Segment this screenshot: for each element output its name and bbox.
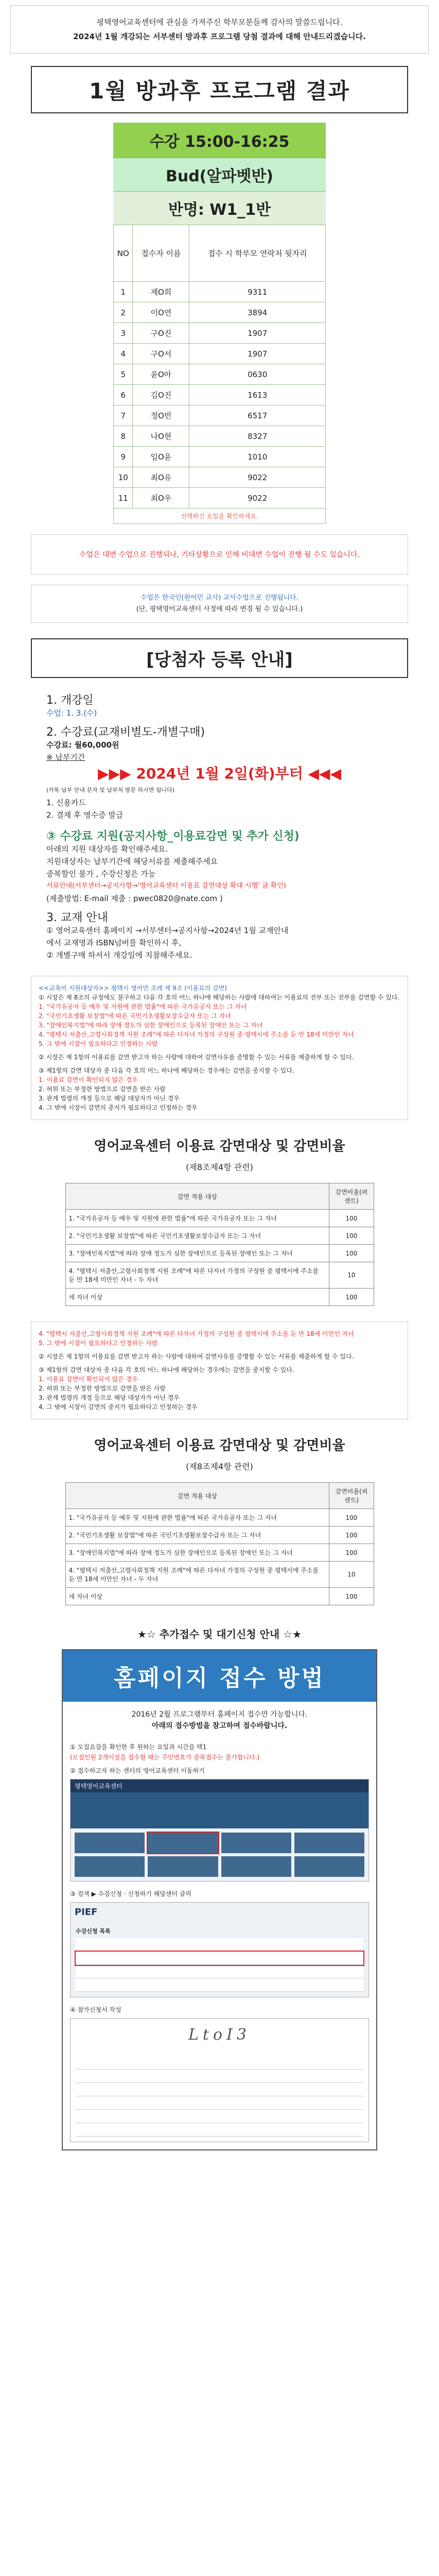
support-note-r6: 4. "평택시 저출산,고령사회정책 지원 조례"에 따른 다자녀 가정의 구성원 중 평택시에 주소를 둔 만 18세 미만인 자녀 xyxy=(39,1330,354,1337)
support-note-r11: 2. 허위 또는 부정한 방법으로 감면을 받은 사람 xyxy=(39,1385,166,1392)
roster-cell-name: 제O희 xyxy=(133,282,189,302)
roster-cell-no: 5 xyxy=(114,364,133,385)
discount-subtitle: (제8조제4항 관련) xyxy=(186,1162,253,1172)
roster-row xyxy=(114,426,326,447)
step-1-text: ① 모집요강을 확인한 후 원하는 요일과 시간을 택1 xyxy=(70,1743,207,1751)
support-note xyxy=(31,976,408,1120)
support-note-l4: 2. "국민기초생활 보장법"에 따른 국민기초생활보장수급자 또는 그 자녀 xyxy=(39,1012,231,1020)
fee-support-heading: ③ 수강료 지원(공지사항_이용료감면 및 추가 신청) xyxy=(46,830,300,843)
shot-topbar: 평택영어교육센터 xyxy=(71,1780,368,1792)
support-note-r13: 4. 그 밖에 시장이 감면의 중지가 필요하다고 인정하는 경우 xyxy=(39,1403,198,1411)
class-time: 수강 15:00-16:25 xyxy=(113,123,326,158)
fee-support-line4: 서류안내(서부센터→공지사항→'영어교육센터 이용료 감면대상 확대 시행' 글 확인) xyxy=(46,882,286,890)
discount-rate: 100 xyxy=(329,1245,374,1262)
shot-form-row xyxy=(76,2096,363,2110)
support-note-l7: 5. 그 밖에 시장이 필요하다고 인정하는 사람 xyxy=(39,1040,158,1047)
online-guide xyxy=(62,1649,377,2150)
discount2-row xyxy=(65,1544,374,1562)
support-note-r12: 3. 관계 법령의 개정 등으로 해당 대상자가 아닌 경우 xyxy=(39,1394,180,1401)
discount-row xyxy=(65,1262,374,1289)
payment-method-2: 2. 결제 후 영수증 발급 xyxy=(46,810,124,820)
roster-row xyxy=(114,447,326,467)
start-date-heading: 1. 개강일 xyxy=(46,694,94,707)
discount2-rate: 100 xyxy=(329,1527,374,1544)
support-note-l5: 3. "장애인복지법"에 따라 장애 정도가 심한 장애인으로 등록된 장애인 또는 그 자녀 xyxy=(39,1022,263,1029)
discount-rate: 10 xyxy=(329,1262,374,1289)
roster-cell-no: 9 xyxy=(114,447,133,467)
discount-table-2 xyxy=(65,1482,374,1605)
step-4: ④ 참가신청서 작성 xyxy=(70,2006,121,2013)
roster-cell-name: 이O연 xyxy=(133,302,189,323)
shot-row xyxy=(76,1965,363,1978)
support-note-r9: ③ 제1항의 감면 대상자 중 다음 각 호의 어느 하나에 해당하는 경우에는 감면을 중지할 수 있다. xyxy=(39,1366,294,1374)
textbook-line1: ① 영어교육센터 홈페이지 →서부센터→공지사항→2024년 1월 교재안내 xyxy=(46,926,289,935)
notice-line1: 평택영어교육센터에 관심을 가져주신 학부모분들께 감사의 말씀드립니다. xyxy=(96,18,343,27)
shot-tile xyxy=(75,1856,145,1877)
roster-cell-name: 윤O아 xyxy=(133,364,189,385)
discount2-rate: 100 xyxy=(329,1509,374,1527)
shot-banner xyxy=(71,1792,368,1828)
roster-cell-no: 2 xyxy=(114,302,133,323)
support-note-l9: ③ 제1항의 감면 대상자 중 다음 각 호의 어느 하나에 해당하는 경우에는 감면을 중지할 수 있다. xyxy=(39,1067,294,1074)
payment-note: (카톡 납부 안내 문자 및 납부처 방문 하시면 됩니다) xyxy=(46,787,175,793)
roster-header-phone: 접수 시 학부모 연락처 뒷자리 xyxy=(189,225,326,282)
info-box xyxy=(31,585,408,623)
class-code: 반명: W1_1반 xyxy=(113,191,326,225)
support-note-l11: 2. 허위 또는 부정한 방법으로 감면을 받은 사람 xyxy=(39,1086,166,1093)
shot-form-row xyxy=(76,2110,363,2123)
roster-cell-phone: 6517 xyxy=(189,405,326,426)
textbook-heading: 3. 교재 안내 xyxy=(46,911,108,924)
roster-cell-no: 7 xyxy=(114,405,133,426)
roster-cell-name: 임O윤 xyxy=(133,447,189,467)
payment-deadline: ▶▶▶ 2024년 1월 2일(화)부터 ◀◀◀ xyxy=(98,765,341,782)
roster-row xyxy=(114,302,326,323)
discount2-target: 4. "평택시 저출산,고령사회정책 지원 조례"에 따른 다자녀 가정의 구성원 중 평택시에 주소를 둔 만 18세 미만인 자녀 - 두 자녀 xyxy=(65,1562,329,1588)
shot-grid xyxy=(71,1828,368,1881)
shot-form-row xyxy=(76,2083,363,2096)
roster-note: 선택하신 요일을 확인하세요. xyxy=(113,509,326,524)
roster-cell-name: 구O진 xyxy=(133,323,189,344)
roster-cell-phone: 8327 xyxy=(189,426,326,447)
discount2-row xyxy=(65,1562,374,1588)
step-1-sub: (모집인원 2개이상을 접수할 때는 주민번호가 중복접수는 불가합니다.) xyxy=(70,1754,260,1761)
top-notice xyxy=(10,5,429,54)
discount2-row xyxy=(65,1527,374,1544)
info-line2: (단, 평택영어교육센터 사정에 따라 변경 될 수 있습니다.) xyxy=(136,605,303,613)
registration-body xyxy=(31,678,408,971)
step-3: ③ 검색 ▶ 수강신청 · 신청하기 해당센터 클릭 xyxy=(70,1890,191,1897)
captcha-image: LtoI3 xyxy=(188,2026,251,2044)
fee-support-line1: 아래의 지원 대상자를 확인해주세요. xyxy=(46,844,168,854)
discount2-header-rate: 감면비율(퍼센트) xyxy=(329,1483,374,1509)
fee-support-line3: 중복할인 불가 , 수강신청은 가능 xyxy=(46,869,156,878)
roster-cell-phone: 1907 xyxy=(189,323,326,344)
shot-list xyxy=(71,1922,368,1997)
support-note-r8: ② 시장은 제 1항의 이용료를 감면 받고자 하는 사람에 대하여 감면사유를 증명할 수 있는 서류를 제출하게 할 수 있다. xyxy=(39,1353,354,1360)
fee-heading: 2. 수강료(교재비별도-개별구매) xyxy=(46,726,205,739)
shot-logo: PIEF xyxy=(75,1907,98,1918)
roster-cell-name: 정O빈 xyxy=(133,405,189,426)
roster-cell-phone: 0630 xyxy=(189,364,326,385)
roster-cell-no: 4 xyxy=(114,344,133,364)
registration-title: [당첨자 등록 안내] xyxy=(31,638,408,678)
discount2-target: 세 자녀 이상 xyxy=(65,1588,329,1605)
fee-value: 수강료: 월60,000원 xyxy=(46,740,119,750)
shot-list-title: 수강신청 목록 xyxy=(76,1928,111,1935)
shot-tile xyxy=(148,1833,218,1853)
support-note-r10: 1. 이용료 감면이 확인되지 않은 경우 xyxy=(39,1376,138,1383)
discount-target: 세 자녀 이상 xyxy=(65,1289,329,1306)
shot-tile xyxy=(148,1856,218,1877)
roster-cell-phone: 1907 xyxy=(189,344,326,364)
discount2-rate: 100 xyxy=(329,1544,374,1562)
discount-target: 4. "평택시 저출산,고령사회정책 지원 조례"에 따른 다자녀 가정의 구성원 중 평택시에 주소를 둔 만 18세 미만인 자녀 - 두 자녀 xyxy=(65,1262,329,1289)
shot-form-row xyxy=(76,2056,363,2070)
notice-line2: 2024년 1월 개강되는 서부센터 방과후 프로그램 당첨 결과에 대해 안내드리겠습니다. xyxy=(73,32,366,41)
discount2-target: 1. "국가유공자 등 예우 및 지원에 관한 법률"에 따른 국가유공자 또는 그 자녀 xyxy=(65,1509,329,1527)
support-note-l2: ① 시장은 제 8조의 규정에도 불구하고 다음 각 호의 어느 하나에 해당하는 사람에 대하여는 이용료의 전부 또는 전부를 감면할 수 있다. xyxy=(39,994,400,1001)
roster-cell-phone: 9311 xyxy=(189,282,326,302)
support-note-l1: <<교육비 지원대상자>> 평택시 영어만 조례 제 9조 (이용료의 감면) xyxy=(39,985,227,992)
shot-row xyxy=(76,1978,363,1992)
page-title: 1월 방과후 프로그램 결과 xyxy=(31,66,408,113)
support-note-l13: 4. 그 밖에 시장이 감면의 중지가 필요하다고 인정하는 경우 xyxy=(39,1104,198,1111)
roster-row xyxy=(114,282,326,302)
discount-header-rate: 감면비율(퍼센트) xyxy=(329,1183,374,1210)
screenshot-form xyxy=(70,2018,369,2142)
support-note-l8: ② 시장은 제 1항의 이용료를 감면 받고자 하는 사람에 대하여 감면사유를 증명할 수 있는 서류를 제출하게 할 수 있다. xyxy=(39,1054,354,1061)
discount2-rate: 100 xyxy=(329,1588,374,1605)
support-note-l10: 1. 이용료 감면이 확인되지 않은 경우 xyxy=(39,1076,138,1083)
discount-title-2: 영어교육센터 이용료 감면대상 및 감면비율 xyxy=(94,1438,345,1453)
shot-tile xyxy=(294,1833,364,1853)
roster-cell-no: 11 xyxy=(114,488,133,509)
support-note-l12: 3. 관계 법령의 개정 등으로 해당 대상자가 아닌 경우 xyxy=(39,1095,180,1102)
info-line1: 수업은 한국인(원어민 교사) 교사수업으로 진행됩니다. xyxy=(140,594,299,602)
discount-row xyxy=(65,1289,374,1306)
roster-cell-name: 최O유 xyxy=(133,467,189,488)
online-heading: ★☆ 추가접수 및 대기신청 안내 ☆★ xyxy=(137,1628,302,1640)
discount-rate: 100 xyxy=(329,1289,374,1306)
roster-cell-name: 구O서 xyxy=(133,344,189,364)
textbook-line2: 에서 교재명과 ISBN넘버를 확인하시 후, xyxy=(46,938,182,947)
roster-cell-no: 3 xyxy=(114,323,133,344)
online-intro xyxy=(63,1702,376,1739)
roster-header-no: NO xyxy=(114,225,133,282)
roster-cell-no: 8 xyxy=(114,426,133,447)
roster-header-name: 접수자 이름 xyxy=(133,225,189,282)
roster-cell-no: 10 xyxy=(114,467,133,488)
discount2-row xyxy=(65,1588,374,1605)
roster-cell-phone: 1010 xyxy=(189,447,326,467)
step-2: ② 접수하고자 하는 센터의 영어교육센터 이동하기 xyxy=(70,1767,205,1774)
shot-form-rows xyxy=(71,2051,368,2142)
shot-tile xyxy=(221,1856,291,1877)
screenshot-course-list xyxy=(70,1902,369,1997)
roster-cell-name: 나O현 xyxy=(133,426,189,447)
step-1 xyxy=(70,1742,369,1762)
payment-period-label: ※ 납부기간 xyxy=(46,753,85,762)
shot-form-row xyxy=(76,2123,363,2137)
discount-target: 2. "국민기초생활 보장법"에 따른 국민기초생활보장수급자 또는 그 자녀 xyxy=(65,1227,329,1245)
shot-row xyxy=(76,1952,363,1965)
fee-support-line5: (제출방법: E-mail 제출 : pwec0820@nate.com ) xyxy=(46,894,223,903)
support-note-l3: 1. "국가유공자 등 예우 및 지원에 관한 법률"에 따른 국가유공자 또는 그 자녀 xyxy=(39,1003,247,1010)
support-note-repeat xyxy=(31,1321,408,1419)
discount2-target: 2. "국민기초생활 보장법"에 따른 국민기초생활보장수급자 또는 그 자녀 xyxy=(65,1527,329,1544)
discount-target: 1. "국가유공자 등 예우 및 지원에 관한 법률"에 따른 국가유공자 또는 그 자녀 xyxy=(65,1210,329,1227)
shot-form-row xyxy=(76,2070,363,2083)
discount-header-target: 감면 적용 대상 xyxy=(65,1183,329,1210)
roster-row xyxy=(114,364,326,385)
roster-cell-phone: 9022 xyxy=(189,467,326,488)
online-intro-2: 아래의 접수방법을 참고하여 접수바랍니다. xyxy=(151,1722,288,1730)
start-date-value: 수업: 1. 3.(수) xyxy=(46,708,97,718)
shot-tile xyxy=(221,1833,291,1853)
discount-title: 영어교육센터 이용료 감면대상 및 감면비율 xyxy=(94,1139,345,1154)
warning-box: 수업은 대면 수업으로 진행되나, 기타상황으로 인해 비대면 수업이 진행 될 수도 있습니다. xyxy=(31,534,408,574)
discount-row xyxy=(65,1210,374,1227)
discount-table xyxy=(65,1183,374,1306)
roster-row xyxy=(114,344,326,364)
roster-cell-phone: 9022 xyxy=(189,488,326,509)
support-note-r7: 5. 그 밖에 시장이 필요하다고 인정하는 사람 xyxy=(39,1340,158,1347)
roster-cell-name: 김O진 xyxy=(133,385,189,405)
discount-row xyxy=(65,1227,374,1245)
roster-cell-no: 1 xyxy=(114,282,133,302)
class-name: Bud(알파벳반) xyxy=(113,158,326,191)
roster-row xyxy=(114,405,326,426)
discount2-rate: 10 xyxy=(329,1562,374,1588)
online-intro-1: 2016년 2월 프로그램부터 홈페이지 접수만 가능합니다. xyxy=(131,1710,308,1719)
roster-row xyxy=(114,467,326,488)
roster-cell-phone: 3894 xyxy=(189,302,326,323)
discount-row xyxy=(65,1245,374,1262)
payment-method-1: 1. 신용카드 xyxy=(46,798,86,807)
roster-row xyxy=(114,385,326,405)
discount-subtitle-2: (제8조제4항 관련) xyxy=(186,1462,253,1471)
shot-tile xyxy=(294,1856,364,1877)
discount-target: 3. "장애인복지법"에 따라 장애 정도가 심한 장애인으로 등록된 장애인 또는 그 자녀 xyxy=(65,1245,329,1262)
roster-cell-phone: 1613 xyxy=(189,385,326,405)
roster-row xyxy=(114,323,326,344)
shot-tile xyxy=(75,1833,145,1853)
discount-rate: 100 xyxy=(329,1227,374,1245)
shot-row xyxy=(76,1938,363,1952)
roster-cell-name: 최O우 xyxy=(133,488,189,509)
textbook-line3: ② 개별구매 하셔서 개강일에 지참해주세요. xyxy=(46,951,192,960)
roster-cell-no: 6 xyxy=(114,385,133,405)
online-title: 홈페이지 접수 방법 xyxy=(63,1650,376,1702)
roster-table xyxy=(113,225,326,509)
discount2-header-target: 감면 적용 대상 xyxy=(65,1483,329,1509)
discount2-target: 3. "장애인복지법"에 따라 장애 정도가 심한 장애인으로 등록된 장애인 또는 그 자녀 xyxy=(65,1544,329,1562)
fee-support-line2: 지원대상자는 납부기간에 해당서류를 제출해주세요 xyxy=(46,857,218,866)
screenshot-homepage xyxy=(70,1779,369,1882)
discount-rate: 100 xyxy=(329,1210,374,1227)
discount2-row xyxy=(65,1509,374,1527)
roster-row xyxy=(114,488,326,509)
support-note-l6: 4. "평택시 저출산,고령사회정책 지원 조례"에 따른 다자녀 가정의 구성원 중 평택시에 주소를 둔 만 18세 미만인 자녀 xyxy=(39,1031,354,1038)
